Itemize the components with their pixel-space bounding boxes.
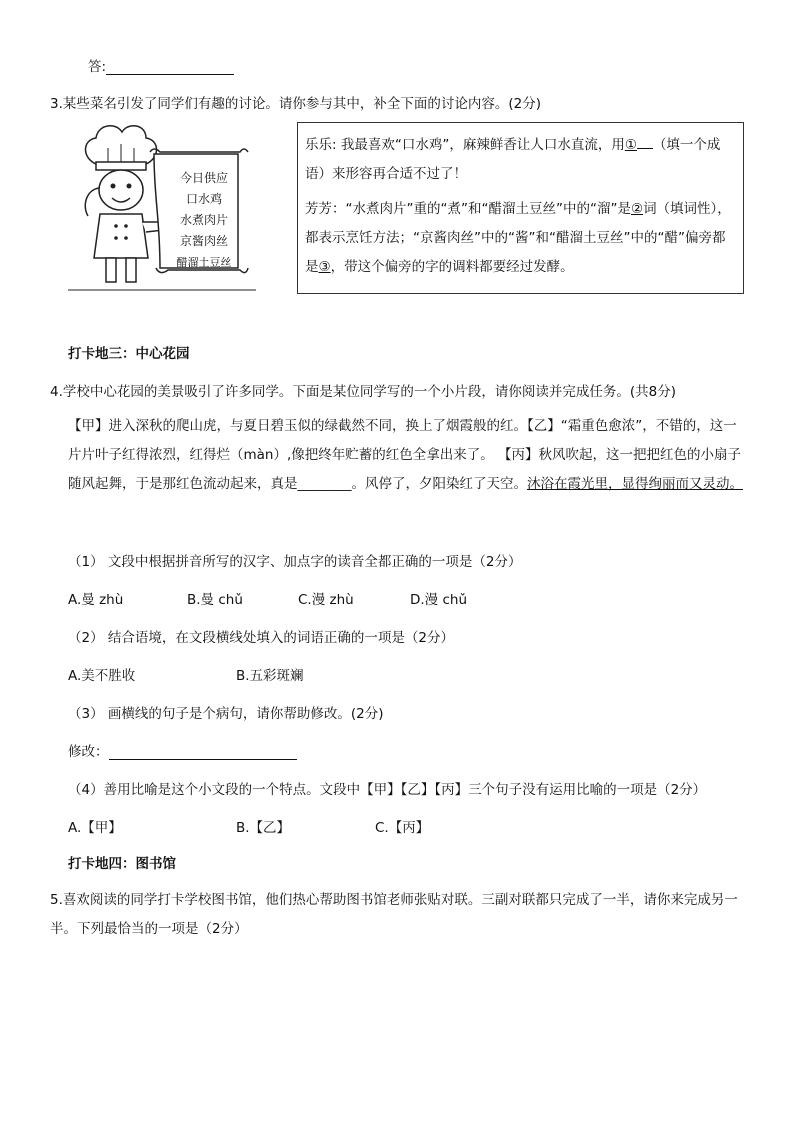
revision-label: 修改： xyxy=(68,744,109,760)
menu-item: 京酱肉丝 xyxy=(179,234,228,248)
blank-1[interactable]: ① xyxy=(624,137,637,153)
revision-blank[interactable] xyxy=(109,745,297,760)
option-c[interactable]: C.漫 zhù xyxy=(298,592,354,608)
sub-question-2: （2） 结合语境，在文段横线处填入的词语正确的一项是（2分） xyxy=(68,630,454,646)
answer-line xyxy=(88,55,234,75)
question-3-stem: 3.某些菜名引发了同学们有趣的讨论。请你参与其中，补全下面的讨论内容。(2分) xyxy=(50,96,542,112)
sub-question-4: （4）善用比喻是这个小文段的一个特点。文段中【甲】【乙】【丙】三个句子没有运用比喻的一项是（2分） xyxy=(68,782,707,798)
menu-item: 醋溜土豆丝 xyxy=(176,256,232,269)
fangfang-dialogue: 芳芳：“水煮肉片”重的“煮”和“醋溜土豆丝”中的“溜”是②词（填词性），都表示烹饪方法；“京酱肉丝”中的“酱”和“醋溜土豆丝”中的“醋”偏旁都是③，带这个偏旁的字的调料都要经过发酵。 xyxy=(305,201,731,275)
chef-illustration xyxy=(68,118,258,294)
option-b[interactable]: B.曼 chǔ xyxy=(187,592,243,608)
blank-3[interactable]: ③ xyxy=(318,259,331,275)
menu-item: 口水鸡 xyxy=(185,192,222,206)
option-a[interactable]: A.曼 zhù xyxy=(68,592,124,608)
answer-label: 答: xyxy=(88,59,107,75)
discussion-box xyxy=(297,122,744,294)
underlined-sentence: 沐浴在霞光里，显得绚丽而又灵动。 xyxy=(527,476,743,492)
menu-item: 水煮肉片 xyxy=(179,213,228,227)
option-b[interactable]: B.【乙】 xyxy=(236,820,291,836)
answer-blank[interactable] xyxy=(106,60,234,75)
question-4-stem: 4.学校中心花园的美景吸引了许多同学。下面是某位同学写的一个小片段，请你阅读并完成任务。(共8分) xyxy=(50,384,677,400)
option-b[interactable]: B.五彩斑斓 xyxy=(236,668,304,684)
question-4-passage: 【甲】进入深秋的爬山虎，与夏日碧玉似的绿截然不同，换上了烟霞般的红。【乙】“霜重色愈浓”，不错的，这一片片叶子红得浓烈，红得烂（màn）,像把终年贮蓄的红色全拿出来了。 【丙】秋风吹起，这一把把红色的小扇子随风起舞，于是那红色流动起来，真是________。风停了，夕阳染红了天空。沐浴在霞光里，显得绚丽而又灵动。 xyxy=(68,418,743,492)
sub-question-3: （3） 画横线的句子是个病句，请你帮助修改。(2分) xyxy=(68,706,384,722)
menu-item: 今日供应 xyxy=(179,171,228,185)
option-c[interactable]: C.【丙】 xyxy=(375,820,430,836)
section-3-title: 打卡地三：中心花园 xyxy=(68,346,190,362)
lele-dialogue: 乐乐: 我最喜欢“口水鸡”，麻辣鲜香让人口水直流，用① （填一个成语）来形容再合适不过了！ xyxy=(305,137,721,182)
menu-list xyxy=(172,168,236,273)
passage-blank[interactable]: ________ xyxy=(297,476,352,492)
option-a[interactable]: A.美不胜收 xyxy=(68,668,136,684)
option-d[interactable]: D.漫 chǔ xyxy=(410,592,468,608)
section-4-title: 打卡地四：图书馆 xyxy=(68,856,176,872)
sub-question-1: （1） 文段中根据拼音所写的汉字、加点字的读音全都正确的一项是（2分） xyxy=(68,554,522,570)
question-5-stem: 5.喜欢阅读的同学打卡学校图书馆，他们热心帮助图书馆老师张贴对联。三副对联都只完成了一半，请你来完成另一半。下列最恰当的一项是（2分） xyxy=(50,892,738,937)
revision-line xyxy=(68,740,297,760)
option-a[interactable]: A.【甲】 xyxy=(68,820,122,836)
blank-2[interactable]: ② xyxy=(630,201,644,217)
